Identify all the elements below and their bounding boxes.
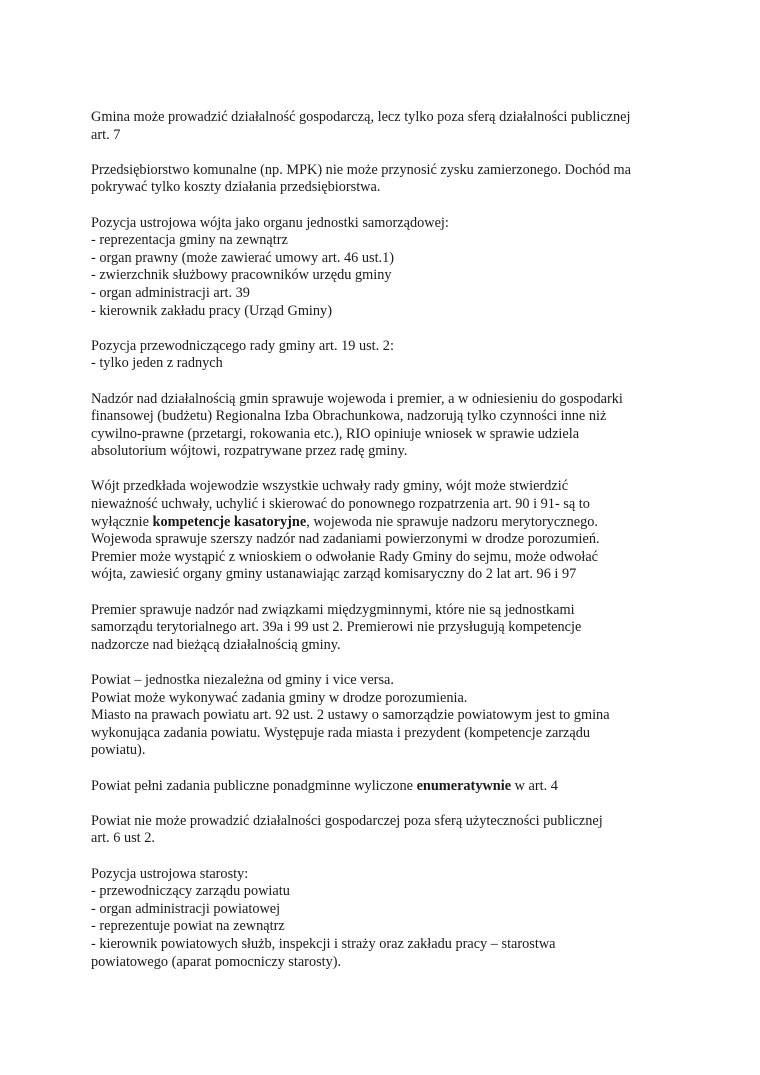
text-line: Pozycja ustrojowa wójta jako organu jednostki samorządowej: (91, 214, 449, 231)
paragraph-county-economic-activity (91, 813, 681, 848)
document-page (91, 109, 681, 989)
paragraph-county (91, 672, 681, 760)
bold-term-enumeratywnie: enumeratywnie (416, 777, 512, 794)
text-line: Premier sprawuje nadzór nad związkami międzygminnymi, które nie są jednostkami (91, 601, 575, 618)
text-line: powiatu). (91, 742, 146, 759)
text-line: Wójt przedkłada wojewodzie wszystkie uchwały rady gminy, wójt może stwierdzić (91, 478, 569, 495)
paragraph-supervision (91, 391, 681, 461)
text-line (91, 514, 681, 532)
text-line: Powiat – jednostka niezależna od gminy i vice versa. (91, 672, 394, 688)
text-line: finansowej (budżetu) Regionalna Izba Obrachunkowa, nadzorują tylko czynności inne niż (91, 408, 607, 425)
text-line: Powiat nie może prowadzić działalności gospodarczej poza sferą użyteczności publicznej (91, 812, 603, 829)
paragraph-resolutions (91, 478, 681, 584)
list-item: - przewodniczący zarządu powiatu (91, 883, 290, 900)
text-line: Pozycja ustrojowa starosty: (91, 865, 249, 882)
text-line: art. 7 (91, 126, 121, 143)
list-item: - kierownik zakładu pracy (Urząd Gminy) (91, 302, 332, 319)
text-line: Nadzór nad działalnością gmin sprawuje wojewoda i premier, a w odniesieniu do gospodarki (91, 390, 623, 407)
text-line: nadzorcze nad bieżącą działalnością gminy. (91, 636, 341, 653)
paragraph-municipal-enterprise (91, 162, 681, 197)
list-item: - organ administracji powiatowej (91, 900, 281, 917)
list-item: - kierownik powiatowych służb, inspekcji i straży oraz zakładu pracy – starostwa (91, 935, 556, 952)
text-segment: w art. 4 (511, 777, 558, 794)
text-segment: wyłącznie (91, 513, 153, 530)
text-line: Pozycja przewodniczącego rady gminy art. 19 ust. 2: (91, 337, 394, 354)
text-line: Premier może wystąpić z wnioskiem o odwołanie Rady Gminy do sejmu, może odwołać (91, 548, 599, 565)
paragraph-mayor-position (91, 215, 681, 321)
paragraph-county-tasks (91, 778, 681, 796)
text-line: Wojewoda sprawuje szerszy nadzór nad zadaniami powierzonymi w drodze porozumień. (91, 531, 600, 548)
text-segment: , wojewoda nie sprawuje nadzoru merytorycznego. (306, 513, 598, 530)
text-segment: Powiat pełni zadania publiczne ponadgminne wyliczone (91, 777, 417, 794)
text-line: samorządu terytorialnego art. 39a i 99 ust 2. Premierowi nie przysługują kompetencje (91, 619, 582, 636)
text-line: Miasto na prawach powiatu art. 92 ust. 2 ustawy o samorządzie powiatowym jest to gmina (91, 707, 610, 724)
text-line: pokrywać tylko koszty działania przedsiębiorstwa. (91, 179, 381, 196)
list-item: - organ administracji art. 39 (91, 284, 250, 301)
paragraph-council-chairman (91, 338, 681, 373)
text-line: cywilno-prawne (przetargi, rokowania etc.), RIO opiniuje wniosek w sprawie udziela (91, 425, 580, 442)
list-item: - tylko jeden z radnych (91, 355, 223, 372)
text-line: wykonująca zadania powiatu. Występuje rada miasta i prezydent (kompetencje zarządu (91, 724, 591, 741)
text-line: Powiat może wykonywać zadania gminy w drodze porozumienia. (91, 689, 468, 706)
text-line: nieważność uchwały, uchylić i skierować do ponownego rozpatrzenia art. 90 i 91- są to (91, 496, 590, 513)
list-item: - zwierzchnik służbowy pracowników urzędu gminy (91, 267, 392, 284)
text-line (91, 778, 681, 796)
text-line: wójta, zawiesić organy gminy ustanawiając zarząd komisaryczny do 2 lat art. 96 i 97 (91, 566, 577, 583)
list-item: - reprezentacja gminy na zewnątrz (91, 232, 288, 249)
bold-term-kasatoryjne: kompetencje kasatoryjne (152, 513, 307, 530)
list-item: - organ prawny (może zawierać umowy art. 46 ust.1) (91, 249, 395, 266)
text-line: Przedsiębiorstwo komunalne (np. MPK) nie może przynosić zysku zamierzonego. Dochód ma (91, 161, 631, 178)
list-item: - reprezentuje powiat na zewnątrz (91, 918, 285, 935)
text-line: absolutorium wójtowi, rozpatrywane przez radę gminy. (91, 443, 408, 460)
text-line: art. 6 ust 2. (91, 830, 155, 847)
paragraph-intermunicipal-unions (91, 602, 681, 655)
paragraph-starost-position (91, 866, 681, 972)
text-line: Gmina może prowadzić działalność gospodarczą, lecz tylko poza sferą działalności publicznej (91, 109, 631, 125)
text-line: powiatowego (aparat pomocniczy starosty). (91, 953, 342, 970)
paragraph-economic-activity (91, 109, 681, 144)
